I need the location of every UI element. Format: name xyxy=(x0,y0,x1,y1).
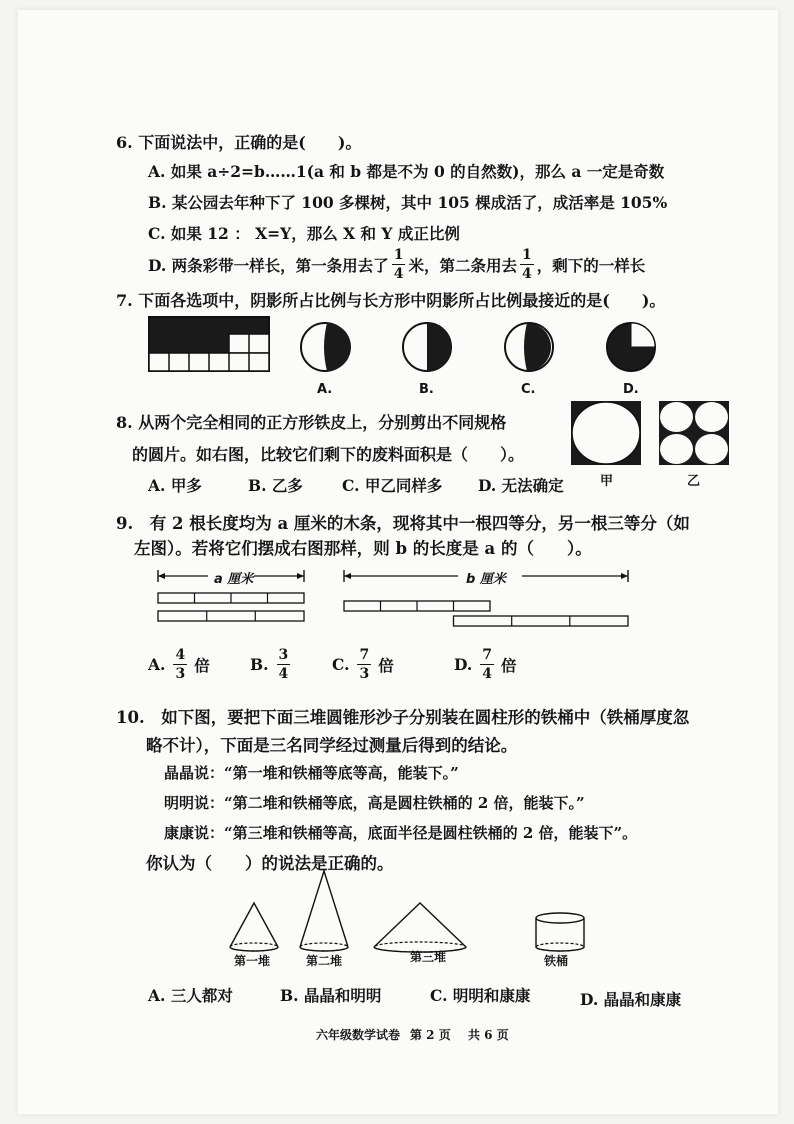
q8-option-d: D. 无法确定 xyxy=(478,476,564,495)
q9-option-c xyxy=(332,648,394,681)
q10-option-a: A. 三人都对 xyxy=(148,986,233,1005)
fraction-denominator: 4 xyxy=(482,666,493,682)
footer-total-pages: 共 6 页 xyxy=(468,1028,509,1042)
option-fraction xyxy=(277,648,291,681)
q6-option-b: B. 某公园去年种下了 100 多棵树，其中 105 棵成活了，成活率是 105% xyxy=(148,193,668,212)
q8-stem-line1: 8. 从两个完全相同的正方形铁皮上，分别剪出不同规格 xyxy=(116,413,507,432)
fraction-numerator: 1 xyxy=(521,247,532,263)
q7-label-c: C. xyxy=(521,382,536,397)
q7-circle-a xyxy=(298,320,352,374)
option-fraction xyxy=(357,648,371,681)
q6-option-a: A. 如果 a÷2=b……1(a 和 b 都是不为 0 的自然数)，那么 a 一定是奇数 xyxy=(148,162,665,181)
q6-d-text-1: D. 两条彩带一样长，第一条用去了 xyxy=(148,255,389,275)
option-fraction xyxy=(480,648,494,681)
q6-option-c: C. 如果 12 ： X=Y，那么 X 和 Y 成正比例 xyxy=(148,224,460,243)
cylinder-bucket xyxy=(536,913,584,951)
option-letter: C. xyxy=(332,655,350,674)
q8-label-jia: 甲 xyxy=(600,474,614,489)
q8-stem-line2: 的圆片。如右图，比较它们剩下的废料面积是（ ）。 xyxy=(132,445,525,464)
q9-option-a xyxy=(148,648,210,681)
q10-label-bucket: 铁桶 xyxy=(544,954,569,968)
fraction-numerator: 7 xyxy=(359,647,370,663)
q8-option-a: A. 甲多 xyxy=(148,476,202,495)
fraction-numerator: 3 xyxy=(278,647,289,663)
q7-label-a: A. xyxy=(317,382,333,397)
cone-pile-1 xyxy=(230,903,278,951)
q9-stem-line2: 左图）。若将它们摆成右图那样，则 b 的长度是 a 的（ ）。 xyxy=(134,539,592,558)
option-letter: D. xyxy=(454,655,473,674)
option-fraction xyxy=(173,648,187,681)
q7-label-b: B. xyxy=(419,382,434,397)
cone-pile-2 xyxy=(300,871,348,951)
fraction-denominator: 4 xyxy=(521,266,532,282)
q6-d-fraction-1 xyxy=(392,248,406,281)
q8-option-b: B. 乙多 xyxy=(248,476,303,495)
q10-question: 你认为（ ）的说法是正确的。 xyxy=(146,854,394,873)
q7-label-d: D. xyxy=(623,382,639,397)
q7-circle-d xyxy=(604,320,658,374)
q9-label-b: b 厘米 xyxy=(466,572,506,587)
q9-option-d xyxy=(454,648,517,681)
q7-rectangle-figure xyxy=(148,316,272,374)
q7-circle-b xyxy=(400,320,454,374)
footer-page-number: 第 2 页 xyxy=(410,1028,451,1042)
fraction-denominator: 3 xyxy=(175,666,186,682)
option-unit: 倍 xyxy=(501,655,517,675)
q8-square-yi xyxy=(658,400,730,466)
q6-stem: 6. 下面说法中，正确的是( )。 xyxy=(116,133,362,152)
q6-d-text-2: 米，第二条用去 xyxy=(408,255,517,275)
q10-option-d: D. 晶晶和康康 xyxy=(580,990,682,1009)
q10-option-c: C. 明明和康康 xyxy=(430,986,531,1005)
q10-stem-line1: 10. 如下图，要把下面三堆圆锥形沙子分别装在圆柱形的铁桶中（铁桶厚度忽 xyxy=(116,708,690,727)
fraction-denominator: 4 xyxy=(393,266,404,282)
q10-statement-kangkang: 康康说：“第三堆和铁桶等高，底面半径是圆柱铁桶的 2 倍，能装下”。 xyxy=(164,824,638,842)
q10-label-pile-2: 第二堆 xyxy=(306,954,343,968)
footer-subject: 六年级数学试卷 xyxy=(316,1028,401,1042)
cone-pile-3 xyxy=(374,903,466,952)
q10-option-b: B. 晶晶和明明 xyxy=(280,986,382,1005)
q8-option-c: C. 甲乙同样多 xyxy=(342,476,443,495)
option-unit: 倍 xyxy=(378,655,394,675)
option-unit: 倍 xyxy=(194,655,210,675)
fraction-denominator: 4 xyxy=(278,666,289,682)
option-letter: A. xyxy=(148,655,166,674)
option-letter: B. xyxy=(250,655,269,674)
q6-d-text-3: ，剩下的一样长 xyxy=(536,255,646,275)
fraction-numerator: 7 xyxy=(482,647,493,663)
q10-label-pile-3: 第三堆 xyxy=(410,950,447,964)
q8-square-jia xyxy=(570,400,642,466)
q10-figure xyxy=(208,870,578,960)
fraction-numerator: 1 xyxy=(393,247,404,263)
q10-label-pile-1: 第一堆 xyxy=(234,954,271,968)
exam-page xyxy=(18,10,778,1114)
fraction-denominator: 3 xyxy=(359,666,370,682)
fraction-numerator: 4 xyxy=(175,647,186,663)
q7-stem: 7. 下面各选项中，阴影所占比例与长方形中阴影所占比例最接近的是( )。 xyxy=(116,291,666,310)
q9-label-a: a 厘米 xyxy=(214,572,254,587)
q9-option-b xyxy=(250,648,297,681)
q7-circle-c xyxy=(502,320,556,374)
q10-statement-jingjing: 晶晶说：“第一堆和铁桶等底等高，能装下。” xyxy=(164,764,459,782)
q6-d-fraction-2 xyxy=(520,248,534,281)
q10-stem-line2: 略不计），下面是三名同学经过测量后得到的结论。 xyxy=(146,736,518,755)
q6-option-d xyxy=(148,248,645,281)
q8-label-yi: 乙 xyxy=(687,474,701,489)
q10-statement-mingming: 明明说：“第二堆和铁桶等底，高是圆柱铁桶的 2 倍，能装下。” xyxy=(164,794,585,812)
q9-stem-line1: 9. 有 2 根长度均为 a 厘米的木条，现将其中一根四等分，另一根三等分（如 xyxy=(116,514,690,533)
